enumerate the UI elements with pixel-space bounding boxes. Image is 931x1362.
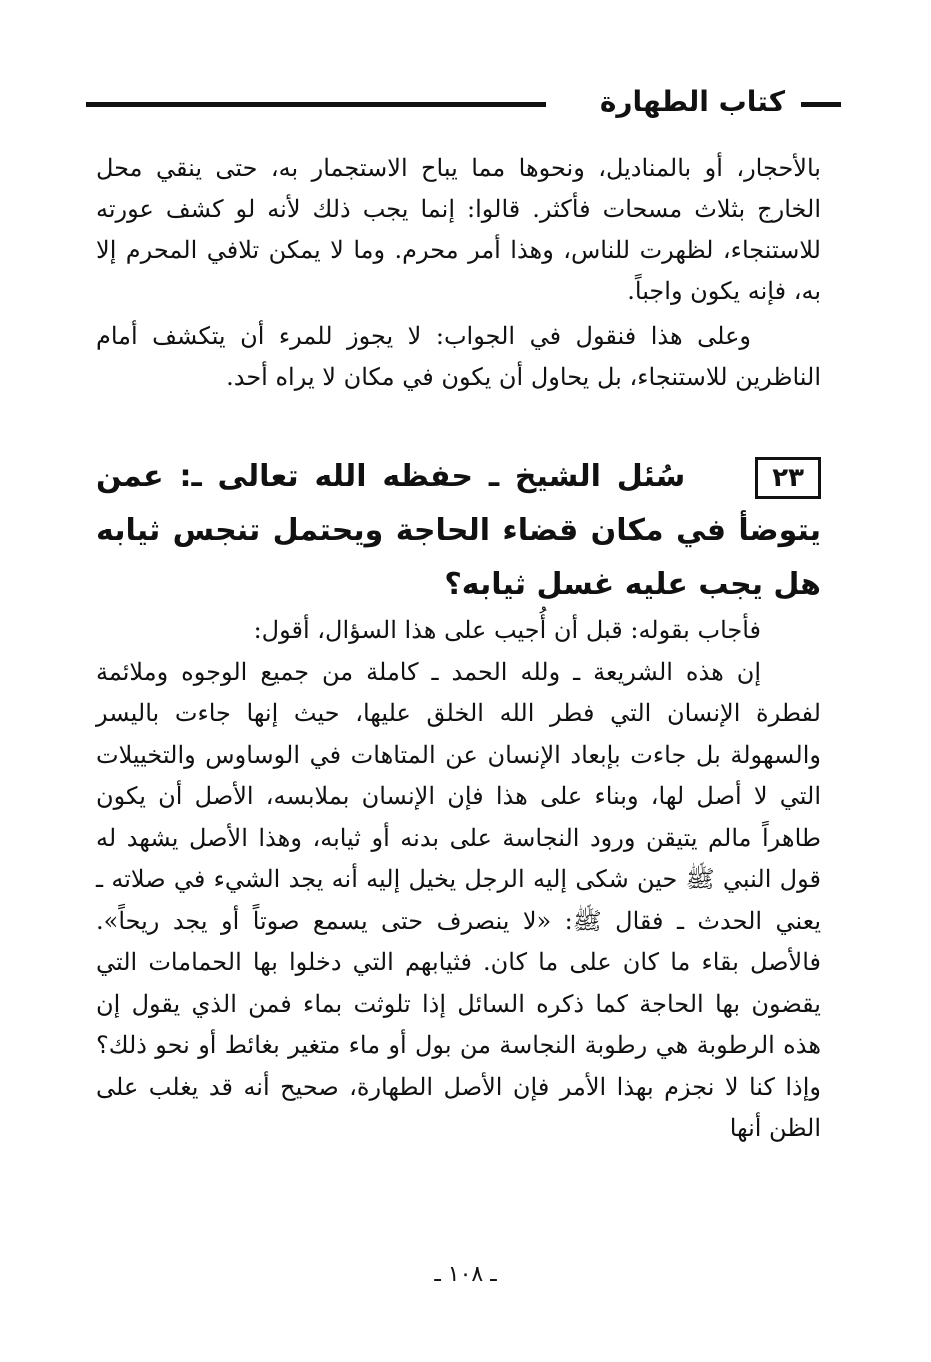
book-title: كتاب الطهارة — [599, 85, 785, 118]
intro-paragraph-2: وعلى هذا فنقول في الجواب: لا يجوز للمرء أن يتكشف أمام الناظرين للاستنجاء، بل يحاول أن يكون في مكان لا يراه أحد. — [96, 322, 821, 391]
question-block — [96, 450, 821, 612]
page-number: ـ ١٠٨ ـ — [434, 1262, 497, 1287]
intro-text — [96, 148, 821, 398]
header-dash — [801, 102, 841, 107]
answer-block — [96, 610, 821, 1150]
question-text: سُئل الشيخ ـ حفظه الله تعالى ـ: عمن يتوضأ في مكان قضاء الحاجة ويحتمل تنجس ثيابه هل يجب عليه غسل ثيابه؟ — [96, 459, 821, 602]
intro-paragraph-1: بالأحجار، أو بالمناديل، ونحوها مما يباح الاستجمار به، حتى ينقي محل الخارج بثلاث مسحات فأكثر. قالوا: إنما يجب ذلك لأنه لو كشف عورته للاستنجاء، لظهرت للناس، وهذا أمر محرم. وما لا يمكن تلافي المحرم إلا به، فإنه يكون واجباً. — [96, 154, 821, 305]
header-rule — [86, 102, 546, 107]
running-header — [86, 82, 821, 122]
answer-intro: فأجاب بقوله: قبل أن أُجيب على هذا السؤال، أقول: — [253, 616, 761, 644]
question-number-badge: ٢٣ — [755, 457, 821, 499]
answer-body: إن هذه الشريعة ـ ولله الحمد ـ كاملة من جميع الوجوه وملائمة لفطرة الإنسان التي فطر الله الخلق عليها، حيث إنها جاءت باليسر والسهولة بل جاءت بإبعاد الإنسان عن المتاهات في الوساوس والتخييلات التي لا أصل لها، وبناء على هذا فإن الإنسان بملابسه، الأصل أن يكون طاهراً مالم يتيقن ورود النجاسة على بدنه أو ثيابه، وهذا الأصل يشهد له قول النبي ﷺ حين شكى إليه الرجل يخيل إليه أنه يجد الشيء في صلاته ـ يعني الحدث ـ فقال ﷺ: «لا ينصرف حتى يسمع صوتاً أو يجد ريحاً». فالأصل بقاء ما كان على ما كان. فثيابهم التي دخلوا بها الحمامات التي يقضون بها الحاجة كما ذكره السائل إذا تلوثت بماء فمن الذي يقول إن هذه الرطوبة هي رطوبة النجاسة من بول أو ماء متغير بغائط أو نحو ذلك؟ وإذا كنا لا نجزم بهذا الأمر فإن الأصل الطهارة، صحيح أنه قد يغلب على الظن أنها — [96, 657, 821, 1142]
